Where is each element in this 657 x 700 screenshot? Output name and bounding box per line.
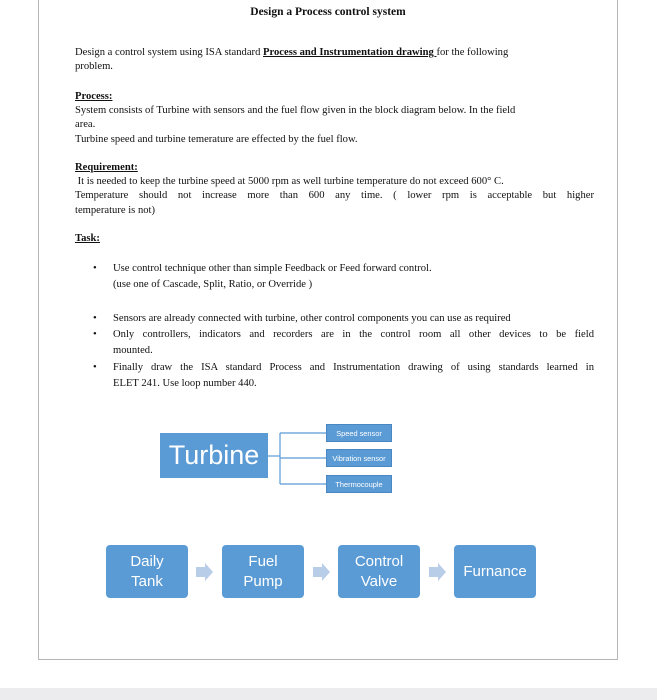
task-item-1-line-1: Use control technique other than simple Feedback or Feed forward control. <box>113 263 432 274</box>
control-valve-box <box>338 545 420 598</box>
task-item-2-line-1: Sensors are already connected with turbine, other control components you can use as required <box>113 313 511 324</box>
control-valve-label-2: Valve <box>360 572 398 590</box>
daily-tank-label-1: Daily <box>130 552 164 570</box>
daily-tank-box <box>106 545 188 598</box>
process-line-1: System consists of Turbine with sensors and the fuel flow given in the block diagram below. In the field <box>75 105 516 117</box>
furnance-box <box>454 545 536 598</box>
intro-text-end: for the following <box>436 47 509 58</box>
task-item-4-line-1: Finally draw the ISA standard Process and Instrumentation drawing of using standards learned in <box>113 362 594 373</box>
document-title: Design a Process control system <box>250 6 406 18</box>
intro-emphasis: Process and Instrumentation drawing <box>263 47 437 58</box>
process-line-2: area. <box>75 119 96 131</box>
intro-text: Design a control system using ISA standard <box>75 47 264 58</box>
fuel-pump-label-2: Pump <box>243 572 283 590</box>
requirement-heading: Requirement: <box>75 162 138 173</box>
arrow-right-icon <box>429 563 447 581</box>
process-line-3: Turbine speed and turbine temerature are effected by the fuel flow. <box>75 133 358 145</box>
bullet-3: • <box>93 329 97 340</box>
daily-tank-label-2: Tank <box>131 572 163 590</box>
requirement-line-1: It is needed to keep the turbine speed at 5000 rpm as well turbine temperature do not exceed 600° C. <box>75 176 504 188</box>
arrow-right-icon <box>196 563 214 581</box>
furnance-label: Furnance <box>463 562 527 580</box>
arrow-right-icon <box>313 563 331 581</box>
fuel-pump-box <box>222 545 304 598</box>
vibration-sensor-box: Vibration sensor <box>326 449 392 467</box>
bullet-4: • <box>93 362 97 373</box>
fuel-pump-label-1: Fuel <box>248 552 278 570</box>
requirement-line-3: temperature is not) <box>75 204 156 216</box>
page-bottom-margin <box>0 688 657 700</box>
task-item-3-line-1: Only controllers, indicators and recorders are in the control room all other devices to be field <box>113 329 594 340</box>
speed-sensor-box: Speed sensor <box>326 424 392 442</box>
task-item-1-line-2: (use one of Cascade, Split, Ratio, or Override ) <box>113 278 313 290</box>
bullet-2: • <box>93 313 97 324</box>
task-item-3-line-2: mounted. <box>113 344 153 356</box>
turbine-box: Turbine <box>160 433 268 478</box>
task-heading: Task: <box>75 233 100 244</box>
thermocouple-box: Thermocouple <box>326 475 392 493</box>
requirement-line-2: Temperature should not increase more than 600 any time. ( lower rpm is acceptable but higher <box>75 190 594 202</box>
process-heading: Process: <box>75 91 113 102</box>
intro-line-2: problem. <box>75 61 113 73</box>
bullet-1: • <box>93 263 97 274</box>
task-item-4-line-2: ELET 241. Use loop number 440. <box>113 377 257 389</box>
control-valve-label-1: Control <box>354 552 404 570</box>
